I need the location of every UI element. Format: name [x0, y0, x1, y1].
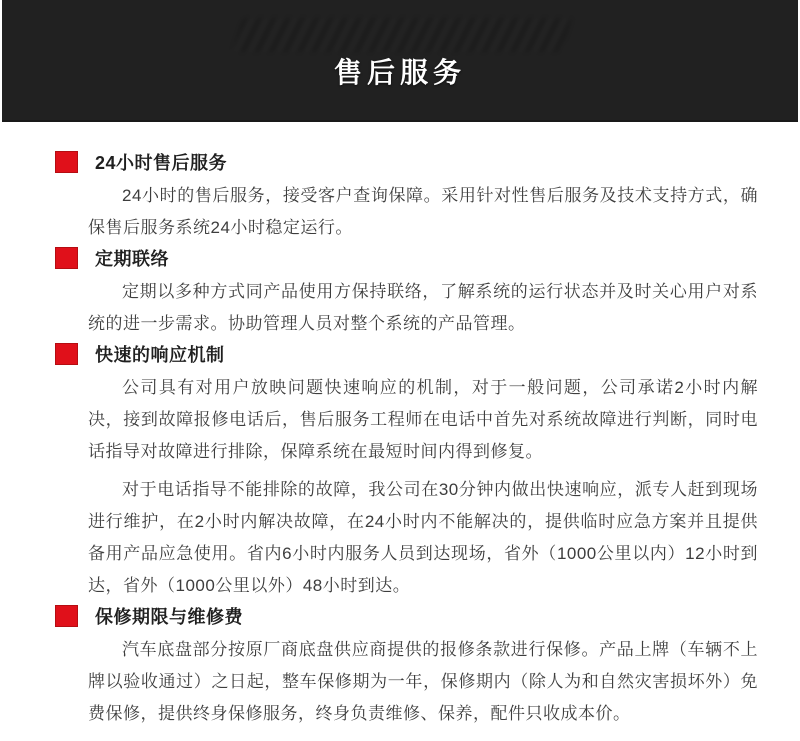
section-24h-service — [0, 150, 800, 244]
section-header — [55, 604, 800, 628]
red-square-bullet-icon — [55, 343, 78, 365]
red-square-bullet-icon — [55, 605, 78, 627]
section-paragraph: 公司具有对用户放映问题快速响应的机制，对于一般问题，公司承诺2小时内解决，接到故障报修电话后，售后服务工程师在电话中首先对系统故障进行判断，同时电话指导对故障进行排除，保障系统在最短时间内得到修复。 — [88, 378, 758, 461]
section-paragraph: 汽车底盘部分按原厂商底盘供应商提供的报修条款进行保修。产品上牌（车辆不上牌以验收通过）之日起，整车保修期为一年，保修期内（除人为和自然灾害损坏外）免费保修，提供终身保修服务，终身负责维修、保养，配件只收成本价。 — [88, 640, 758, 723]
section-paragraph: 24小时的售后服务，接受客户查询保障。采用针对性售后服务及技术支持方式，确保售后服务系统24小时稳定运行。 — [88, 186, 758, 237]
section-heading: 快速的响应机制 — [95, 345, 225, 365]
section-heading: 保修期限与维修费 — [95, 607, 243, 627]
section-header — [55, 246, 800, 270]
watermark-smudge — [231, 18, 572, 52]
section-header — [55, 342, 800, 366]
red-square-bullet-icon — [55, 151, 78, 173]
banner-title: 售后服务 — [333, 57, 466, 88]
section-quick-response — [0, 342, 800, 602]
page-banner — [2, 0, 798, 122]
section-paragraph: 对于电话指导不能排除的故障，我公司在30分钟内做出快速响应，派专人赶到现场进行维护，在2小时内解决故障，在24小时内不能解决的，提供临时应急方案并且提供备用产品应急使用。省内6小时内服务人员到达现场，省外（1000公里以内）12小时到达，省外（1000公里以外）48小时到达。 — [88, 480, 758, 595]
section-paragraph: 定期以多种方式同产品使用方保持联络，了解系统的运行状态并及时关心用户对系统的进一步需求。协助管理人员对整个系统的产品管理。 — [88, 282, 758, 333]
content-area — [0, 122, 800, 730]
section-header — [55, 150, 800, 174]
section-warranty — [0, 604, 800, 730]
section-heading: 定期联络 — [95, 249, 169, 269]
section-regular-contact — [0, 246, 800, 340]
section-heading: 24小时售后服务 — [95, 153, 228, 173]
red-square-bullet-icon — [55, 247, 78, 269]
